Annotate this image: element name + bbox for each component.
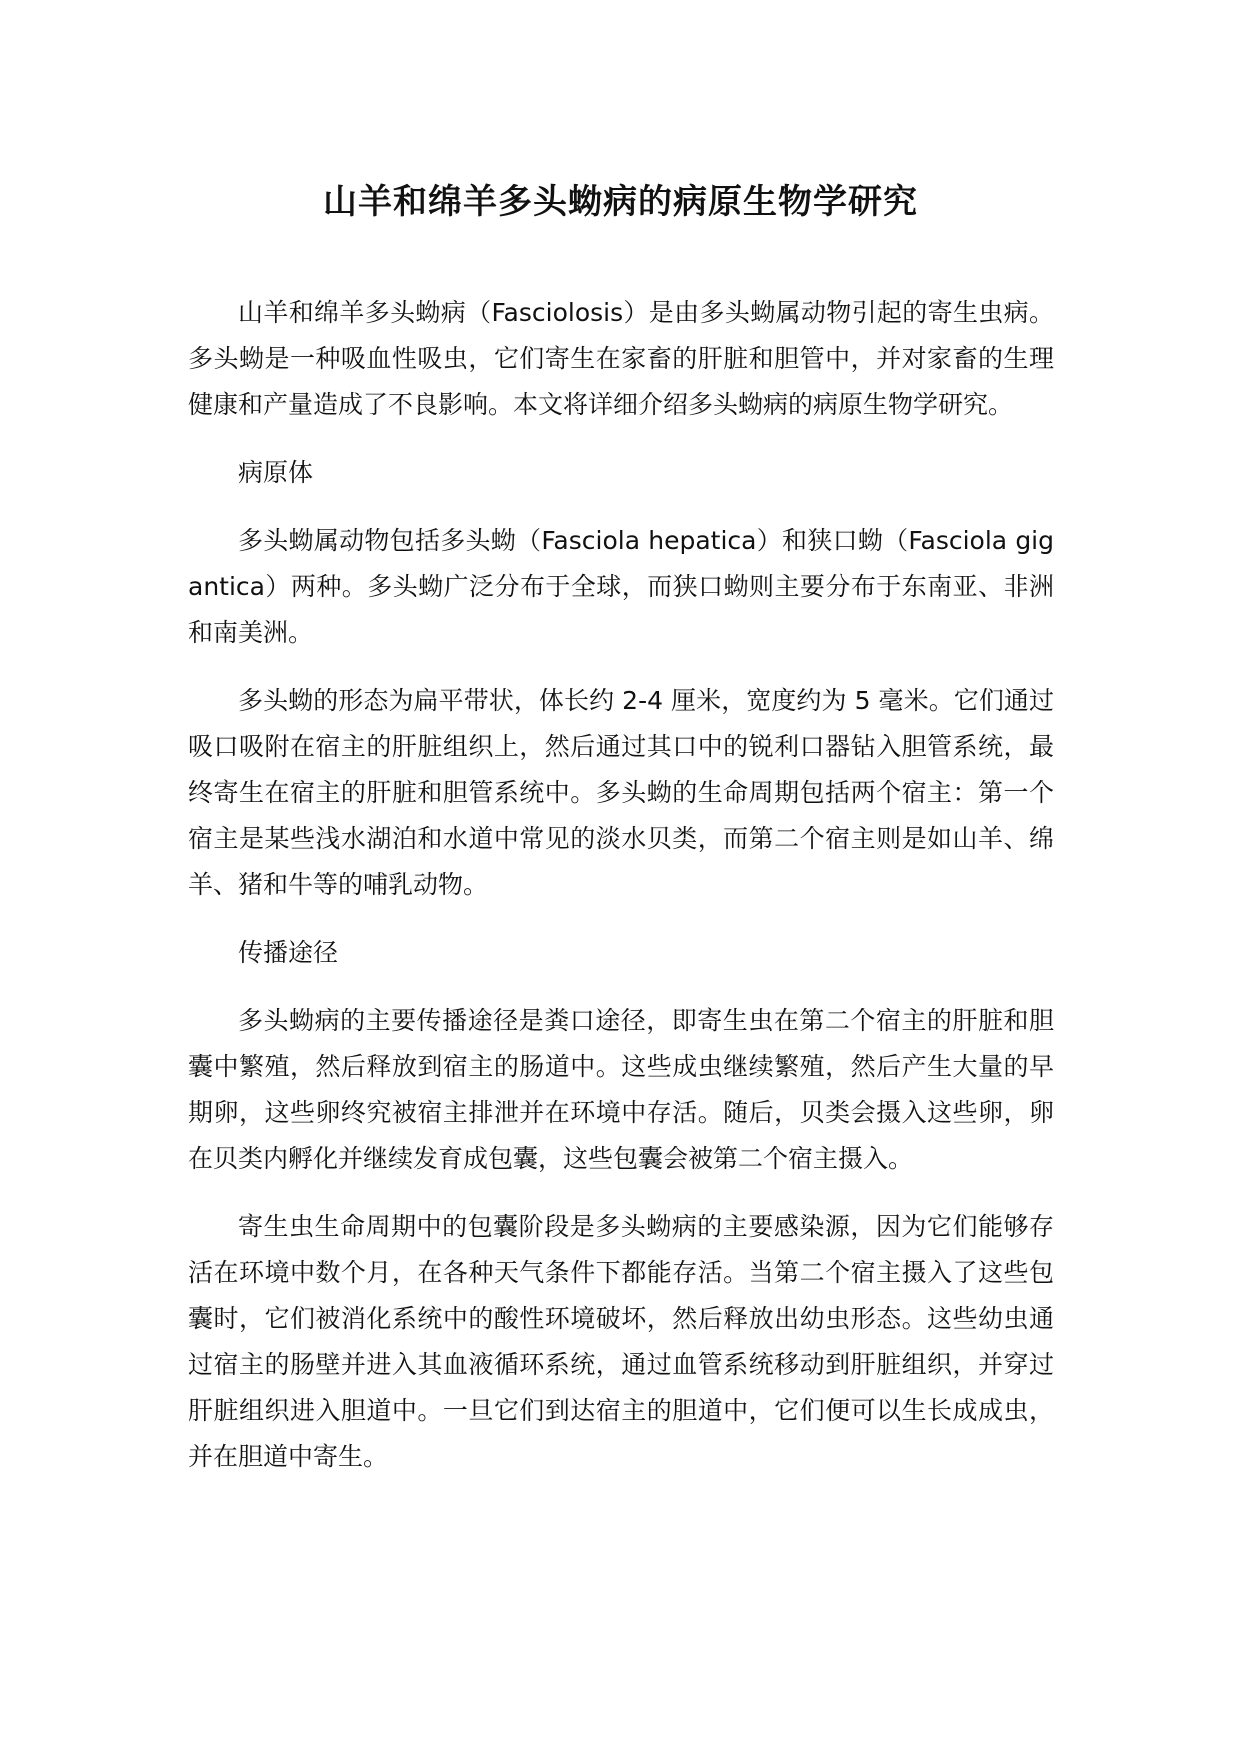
body-paragraph: 多头蚴属动物包括多头蚴（Fasciola hepatica）和狭口蚴（Fasciola gigantica）两种。多头蚴广泛分布于全球，而狭口蚴则主要分布于东南亚、非洲和南美洲。	[188, 526, 1054, 647]
section-heading-pathogen: 病原体	[238, 458, 314, 487]
section-heading-transmission: 传播途径	[238, 938, 339, 967]
intro-paragraph: 山羊和绵羊多头蚴病（Fasciolosis）是由多头蚴属动物引起的寄生虫病。多头蚴是一种吸血性吸虫，它们寄生在家畜的肝脏和胆管中，并对家畜的生理健康和产量造成了不良影响。本文将详细介绍多头蚴病的病原生物学研究。	[188, 298, 1054, 419]
document-body	[188, 290, 1054, 1502]
body-paragraph: 多头蚴病的主要传播途径是粪口途径，即寄生虫在第二个宿主的肝脏和胆囊中繁殖，然后释放到宿主的肠道中。这些成虫继续繁殖，然后产生大量的早期卵，这些卵终究被宿主排泄并在环境中存活。随后，贝类会摄入这些卵，卵在贝类内孵化并继续发育成包囊，这些包囊会被第二个宿主摄入。	[188, 1006, 1054, 1173]
body-paragraph: 寄生虫生命周期中的包囊阶段是多头蚴病的主要感染源，因为它们能够存活在环境中数个月，在各种天气条件下都能存活。当第二个宿主摄入了这些包囊时，它们被消化系统中的酸性环境破坏，然后释放出幼虫形态。这些幼虫通过宿主的肠壁并进入其血液循环系统，通过血管系统移动到肝脏组织，并穿过肝脏组织进入胆道中。一旦它们到达宿主的胆道中，它们便可以生长成成虫，并在胆道中寄生。	[188, 1212, 1054, 1471]
document-title: 山羊和绵羊多头蚴病的病原生物学研究	[323, 182, 918, 222]
body-paragraph: 多头蚴的形态为扁平带状，体长约 2-4 厘米，宽度约为 5 毫米。它们通过吸口吸附在宿主的肝脏组织上，然后通过其口中的锐利口器钻入胆管系统，最终寄生在宿主的肝脏和胆管系统中。多头蚴的生命周期包括两个宿主：第一个宿主是某些浅水湖泊和水道中常见的淡水贝类，而第二个宿主则是如山羊、绵羊、猪和牛等的哺乳动物。	[188, 686, 1054, 899]
